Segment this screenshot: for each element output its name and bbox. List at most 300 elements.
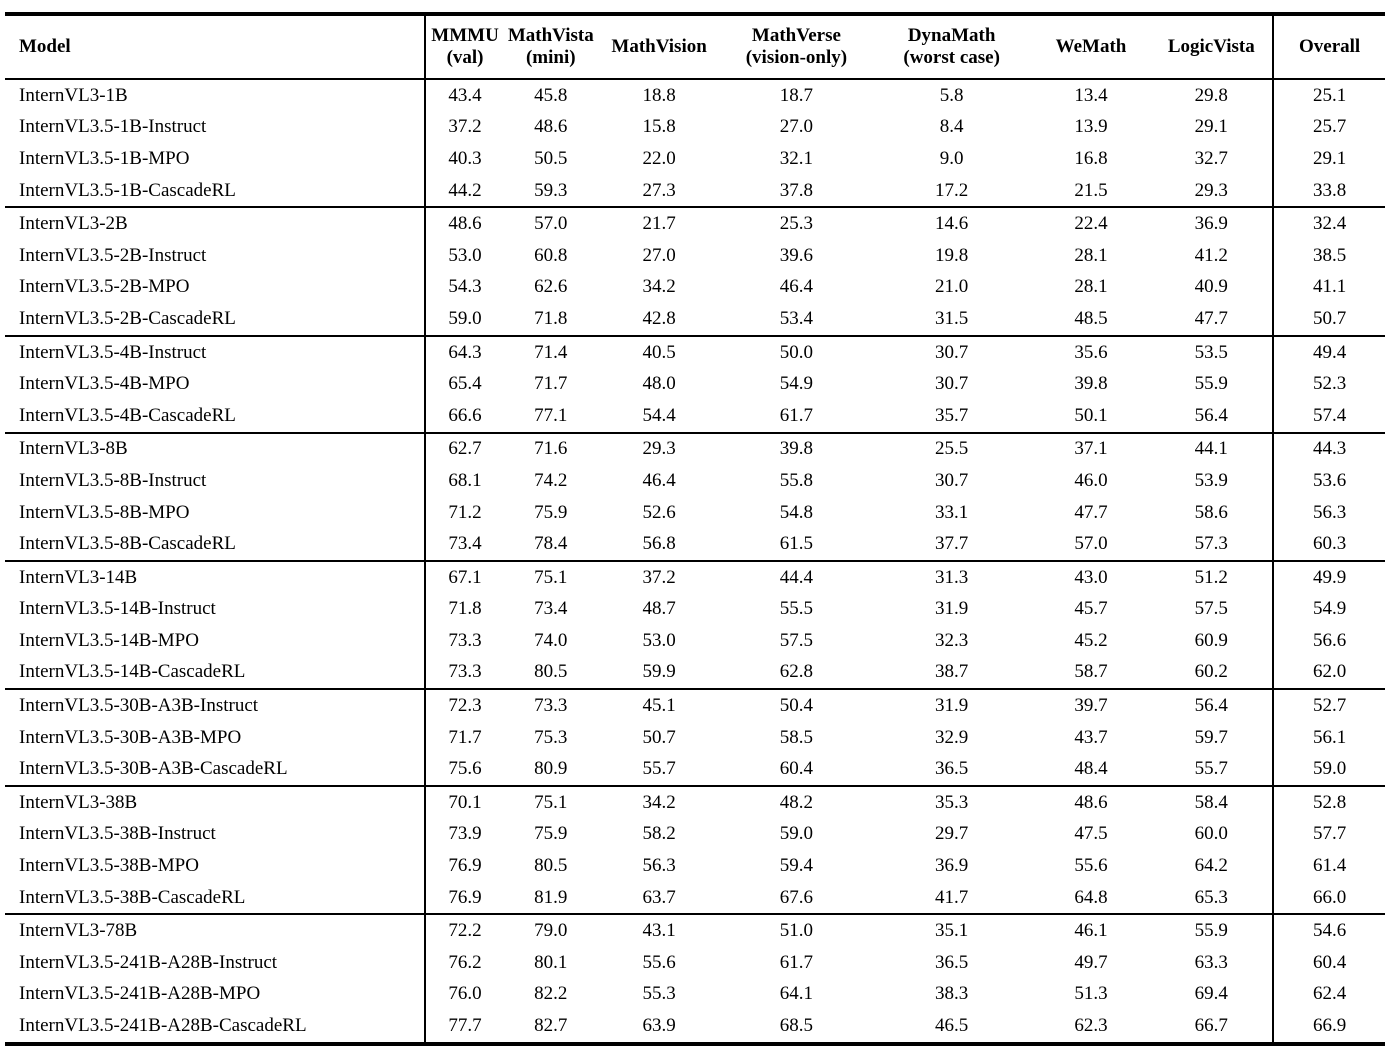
table-row — [5, 625, 1385, 657]
score-cell: 62.7 — [448, 438, 482, 460]
score-cell: 48.2 — [779, 791, 814, 813]
score-cell: 44.2 — [448, 179, 482, 201]
score-cell: 60.8 — [534, 244, 568, 266]
score-cell: 28.1 — [1074, 244, 1108, 266]
score-cell: 73.4 — [448, 533, 482, 555]
model-name-cell: InternVL3.5-241B-A28B-CascadeRL — [5, 1010, 425, 1044]
model-group — [5, 433, 1385, 561]
score-cell: 52.8 — [1273, 786, 1385, 819]
score-cell: 75.1 — [534, 791, 568, 813]
score-cell: 16.8 — [1074, 147, 1108, 169]
score-cell: 73.3 — [534, 695, 568, 717]
table-row — [5, 882, 1385, 915]
score-cell: 41.1 — [1273, 272, 1385, 304]
score-cell: 45.7 — [1074, 598, 1108, 620]
score-cell: 29.3 — [642, 438, 676, 460]
score-cell: 40.5 — [642, 341, 676, 363]
table-row — [5, 433, 1385, 466]
score-cell: 48.0 — [642, 373, 676, 395]
score-cell: 51.0 — [779, 920, 814, 942]
model-name-cell: InternVL3.5-8B-Instruct — [5, 465, 425, 497]
table-row — [5, 786, 1385, 819]
score-cell: 55.6 — [642, 951, 676, 973]
score-cell: 55.3 — [642, 983, 676, 1005]
score-cell: 50.7 — [1273, 303, 1385, 336]
score-cell: 57.4 — [1273, 400, 1385, 433]
score-cell: 53.6 — [1273, 465, 1385, 497]
score-cell: 51.2 — [1194, 566, 1228, 588]
score-cell: 56.1 — [1273, 722, 1385, 754]
score-cell: 60.2 — [1194, 661, 1228, 683]
score-cell: 32.7 — [1194, 147, 1228, 169]
score-cell: 64.3 — [448, 341, 482, 363]
score-cell: 71.2 — [448, 501, 482, 523]
score-cell: 80.5 — [534, 855, 568, 877]
score-cell: 35.3 — [935, 791, 969, 813]
score-cell: 18.7 — [779, 84, 814, 106]
score-cell: 77.1 — [534, 404, 568, 426]
score-cell: 59.0 — [779, 823, 814, 845]
score-cell: 46.1 — [1074, 920, 1108, 942]
column-header-mathvision — [597, 14, 721, 79]
score-cell: 50.7 — [642, 726, 676, 748]
score-cell: 75.3 — [534, 726, 568, 748]
score-cell: 54.3 — [448, 276, 482, 298]
column-header-label: MathVista — [507, 24, 594, 46]
score-cell: 39.7 — [1074, 695, 1108, 717]
score-cell: 62.0 — [1273, 657, 1385, 690]
score-cell: 56.4 — [1194, 404, 1228, 426]
model-group — [5, 336, 1385, 433]
score-cell: 55.9 — [1194, 920, 1228, 942]
score-cell: 62.8 — [779, 661, 814, 683]
table-row — [5, 850, 1385, 882]
score-cell: 5.8 — [939, 84, 964, 106]
score-cell: 37.1 — [1074, 438, 1108, 460]
table-row — [5, 947, 1385, 979]
column-header-label: WeMath — [1055, 35, 1127, 57]
score-cell: 52.6 — [642, 501, 676, 523]
column-header-label: MMMU — [431, 24, 499, 46]
score-cell: 74.2 — [534, 469, 568, 491]
table-row — [5, 689, 1385, 722]
column-header-sublabel: (mini) — [525, 47, 576, 68]
model-name-cell: InternVL3.5-2B-Instruct — [5, 240, 425, 272]
table-row — [5, 819, 1385, 851]
score-cell: 46.4 — [779, 276, 814, 298]
score-cell: 29.8 — [1194, 84, 1228, 106]
score-cell: 57.5 — [779, 629, 814, 651]
score-cell: 80.1 — [534, 951, 568, 973]
score-cell: 65.4 — [448, 373, 482, 395]
score-cell: 55.8 — [779, 469, 814, 491]
score-cell: 48.6 — [448, 213, 482, 235]
score-cell: 58.6 — [1194, 501, 1228, 523]
score-cell: 55.9 — [1194, 373, 1228, 395]
score-cell: 30.7 — [935, 341, 969, 363]
score-cell: 25.3 — [779, 213, 814, 235]
score-cell: 32.9 — [935, 726, 969, 748]
column-header-sublabel: (worst case) — [903, 47, 1000, 68]
model-name-cell: InternVL3.5-2B-CascadeRL — [5, 303, 425, 336]
score-cell: 59.0 — [1273, 753, 1385, 786]
score-cell: 35.1 — [935, 920, 969, 942]
score-cell: 25.7 — [1273, 112, 1385, 144]
score-cell: 73.9 — [448, 823, 482, 845]
score-cell: 76.9 — [448, 855, 482, 877]
score-cell: 77.7 — [448, 1015, 482, 1037]
score-cell: 34.2 — [642, 791, 676, 813]
score-cell: 62.6 — [534, 276, 568, 298]
score-cell: 82.7 — [534, 1015, 568, 1037]
score-cell: 60.0 — [1194, 823, 1228, 845]
model-name-cell: InternVL3.5-1B-Instruct — [5, 112, 425, 144]
score-cell: 72.2 — [448, 920, 482, 942]
score-cell: 61.7 — [779, 951, 814, 973]
table-row — [5, 240, 1385, 272]
score-cell: 76.2 — [448, 951, 482, 973]
score-cell: 25.5 — [935, 438, 969, 460]
score-cell: 75.9 — [534, 823, 568, 845]
score-cell: 35.7 — [935, 404, 969, 426]
table-row — [5, 303, 1385, 336]
score-cell: 25.1 — [1273, 79, 1385, 112]
table-row — [5, 979, 1385, 1011]
table-row — [5, 753, 1385, 786]
score-cell: 33.1 — [935, 501, 969, 523]
score-cell: 46.4 — [642, 469, 676, 491]
score-cell: 60.3 — [1273, 528, 1385, 561]
score-cell: 33.8 — [1273, 175, 1385, 208]
table-row — [5, 528, 1385, 561]
score-cell: 43.7 — [1074, 726, 1108, 748]
score-cell: 22.0 — [642, 147, 676, 169]
score-cell: 50.4 — [779, 695, 814, 717]
table-row — [5, 914, 1385, 947]
column-header-dynamath — [872, 14, 1032, 79]
score-cell: 44.1 — [1194, 438, 1228, 460]
score-cell: 61.7 — [779, 404, 814, 426]
model-name-cell: InternVL3.5-8B-CascadeRL — [5, 528, 425, 561]
score-cell: 58.7 — [1074, 661, 1108, 683]
score-cell: 71.7 — [534, 373, 568, 395]
score-cell: 48.4 — [1074, 758, 1108, 780]
column-header-label: DynaMath — [907, 24, 996, 46]
score-cell: 81.9 — [534, 886, 568, 908]
column-header-mmmu — [425, 14, 505, 79]
score-cell: 39.8 — [779, 438, 814, 460]
score-cell: 32.3 — [935, 629, 969, 651]
model-name-cell: InternVL3-78B — [5, 914, 425, 947]
score-cell: 56.3 — [1273, 497, 1385, 529]
score-cell: 44.4 — [779, 566, 814, 588]
score-cell: 57.3 — [1194, 533, 1228, 555]
column-header-overall — [1273, 14, 1385, 79]
score-cell: 59.9 — [642, 661, 676, 683]
score-cell: 54.4 — [642, 404, 676, 426]
score-cell: 51.3 — [1074, 983, 1108, 1005]
score-cell: 31.9 — [935, 598, 969, 620]
score-cell: 58.2 — [642, 823, 676, 845]
score-cell: 68.5 — [779, 1015, 814, 1037]
table-row — [5, 79, 1385, 112]
score-cell: 37.2 — [642, 566, 676, 588]
score-cell: 22.4 — [1074, 213, 1108, 235]
model-name-cell: InternVL3.5-4B-MPO — [5, 368, 425, 400]
model-name-cell: InternVL3.5-30B-A3B-Instruct — [5, 689, 425, 722]
score-cell: 17.2 — [935, 179, 969, 201]
model-name-cell: InternVL3.5-30B-A3B-MPO — [5, 722, 425, 754]
table-row — [5, 594, 1385, 626]
score-cell: 29.1 — [1194, 116, 1228, 138]
score-cell: 9.0 — [939, 147, 964, 169]
score-cell: 57.5 — [1194, 598, 1228, 620]
model-name-cell: InternVL3.5-4B-Instruct — [5, 336, 425, 369]
score-cell: 40.9 — [1194, 276, 1228, 298]
score-cell: 45.1 — [642, 695, 676, 717]
score-cell: 68.1 — [448, 469, 482, 491]
model-name-cell: InternVL3.5-1B-CascadeRL — [5, 175, 425, 208]
column-header-label: Model — [19, 35, 71, 57]
column-header-mathverse — [721, 14, 871, 79]
score-cell: 52.7 — [1273, 689, 1385, 722]
score-cell: 36.9 — [1194, 213, 1228, 235]
score-cell: 21.0 — [935, 276, 969, 298]
score-cell: 71.7 — [448, 726, 482, 748]
score-cell: 21.5 — [1074, 179, 1108, 201]
score-cell: 65.3 — [1194, 886, 1228, 908]
score-cell: 80.9 — [534, 758, 568, 780]
header-row — [5, 14, 1385, 79]
score-cell: 71.8 — [534, 307, 568, 329]
score-cell: 54.8 — [779, 501, 814, 523]
table-row — [5, 400, 1385, 433]
table-row — [5, 272, 1385, 304]
score-cell: 37.2 — [448, 116, 482, 138]
score-cell: 69.4 — [1194, 983, 1228, 1005]
score-cell: 46.0 — [1074, 469, 1108, 491]
score-cell: 38.5 — [1273, 240, 1385, 272]
score-cell: 32.1 — [779, 147, 814, 169]
score-cell: 35.6 — [1074, 341, 1108, 363]
column-header-label: MathVision — [611, 35, 707, 57]
score-cell: 59.3 — [534, 179, 568, 201]
score-cell: 54.6 — [1273, 914, 1385, 947]
score-cell: 60.4 — [779, 758, 814, 780]
score-cell: 76.9 — [448, 886, 482, 908]
score-cell: 47.7 — [1074, 501, 1108, 523]
score-cell: 40.3 — [448, 147, 482, 169]
score-cell: 66.6 — [448, 404, 482, 426]
model-group — [5, 786, 1385, 914]
score-cell: 31.9 — [935, 695, 969, 717]
column-header-label: Overall — [1298, 35, 1361, 57]
score-cell: 75.1 — [534, 566, 568, 588]
table-row — [5, 465, 1385, 497]
score-cell: 48.5 — [1074, 307, 1108, 329]
score-cell: 34.2 — [642, 276, 676, 298]
table-row — [5, 561, 1385, 594]
column-header-model — [5, 14, 425, 79]
score-cell: 43.0 — [1074, 566, 1108, 588]
model-name-cell: InternVL3-2B — [5, 207, 425, 240]
score-cell: 60.4 — [1273, 947, 1385, 979]
score-cell: 64.2 — [1194, 855, 1228, 877]
score-cell: 48.6 — [534, 116, 568, 138]
score-cell: 49.9 — [1273, 561, 1385, 594]
score-cell: 37.7 — [935, 533, 969, 555]
score-cell: 61.5 — [779, 533, 814, 555]
column-header-logicvista — [1150, 14, 1273, 79]
score-cell: 18.8 — [642, 84, 676, 106]
table-row — [5, 722, 1385, 754]
score-cell: 57.0 — [1074, 533, 1108, 555]
score-cell: 55.5 — [779, 598, 814, 620]
score-cell: 74.0 — [534, 629, 568, 651]
score-cell: 59.4 — [779, 855, 814, 877]
score-cell: 50.5 — [534, 147, 568, 169]
score-cell: 73.3 — [448, 661, 482, 683]
model-name-cell: InternVL3.5-38B-MPO — [5, 850, 425, 882]
score-cell: 48.7 — [642, 598, 676, 620]
score-cell: 71.4 — [534, 341, 568, 363]
score-cell: 62.3 — [1074, 1015, 1108, 1037]
score-cell: 54.9 — [779, 373, 814, 395]
score-cell: 80.5 — [534, 661, 568, 683]
score-cell: 50.1 — [1074, 404, 1108, 426]
score-cell: 53.5 — [1194, 341, 1228, 363]
score-cell: 71.8 — [448, 598, 482, 620]
score-cell: 57.0 — [534, 213, 568, 235]
model-name-cell: InternVL3.5-2B-MPO — [5, 272, 425, 304]
score-cell: 29.1 — [1273, 143, 1385, 175]
score-cell: 57.7 — [1273, 819, 1385, 851]
model-name-cell: InternVL3-8B — [5, 433, 425, 466]
model-group — [5, 207, 1385, 335]
score-cell: 82.2 — [534, 983, 568, 1005]
score-cell: 19.8 — [935, 244, 969, 266]
score-cell: 31.5 — [935, 307, 969, 329]
score-cell: 60.9 — [1194, 629, 1228, 651]
score-cell: 66.7 — [1194, 1015, 1228, 1037]
model-name-cell: InternVL3.5-241B-A28B-MPO — [5, 979, 425, 1011]
score-cell: 28.1 — [1074, 276, 1108, 298]
score-cell: 37.8 — [779, 179, 814, 201]
score-cell: 36.5 — [935, 951, 969, 973]
score-cell: 53.4 — [779, 307, 814, 329]
score-cell: 72.3 — [448, 695, 482, 717]
score-cell: 27.0 — [779, 116, 814, 138]
score-cell: 59.7 — [1194, 726, 1228, 748]
score-cell: 49.4 — [1273, 336, 1385, 369]
score-cell: 53.0 — [642, 629, 676, 651]
table-row — [5, 143, 1385, 175]
score-cell: 38.7 — [935, 661, 969, 683]
score-cell: 32.4 — [1273, 207, 1385, 240]
table-row — [5, 112, 1385, 144]
score-cell: 54.9 — [1273, 594, 1385, 626]
model-group — [5, 561, 1385, 689]
score-cell: 59.0 — [448, 307, 482, 329]
score-cell: 21.7 — [642, 213, 676, 235]
score-cell: 13.9 — [1074, 116, 1108, 138]
score-cell: 55.7 — [642, 758, 676, 780]
score-cell: 29.3 — [1194, 179, 1228, 201]
model-name-cell: InternVL3.5-14B-MPO — [5, 625, 425, 657]
model-name-cell: InternVL3.5-241B-A28B-Instruct — [5, 947, 425, 979]
score-cell: 29.7 — [935, 823, 969, 845]
column-header-sublabel: (val) — [446, 47, 484, 68]
score-cell: 79.0 — [534, 920, 568, 942]
score-cell: 70.1 — [448, 791, 482, 813]
column-header-label: LogicVista — [1167, 35, 1255, 57]
column-header-label: MathVerse — [751, 24, 841, 46]
score-cell: 62.4 — [1273, 979, 1385, 1011]
model-name-cell: InternVL3.5-14B-CascadeRL — [5, 657, 425, 690]
score-cell: 66.0 — [1273, 882, 1385, 915]
score-cell: 43.1 — [642, 920, 676, 942]
score-cell: 47.5 — [1074, 823, 1108, 845]
table-row — [5, 207, 1385, 240]
score-cell: 30.7 — [935, 469, 969, 491]
score-cell: 45.2 — [1074, 629, 1108, 651]
model-name-cell: InternVL3.5-30B-A3B-CascadeRL — [5, 753, 425, 786]
score-cell: 49.7 — [1074, 951, 1108, 973]
table-row — [5, 368, 1385, 400]
score-cell: 73.4 — [534, 598, 568, 620]
score-cell: 63.7 — [642, 886, 676, 908]
score-cell: 46.5 — [935, 1015, 969, 1037]
table-row — [5, 497, 1385, 529]
score-cell: 73.3 — [448, 629, 482, 651]
score-cell: 58.4 — [1194, 791, 1228, 813]
score-cell: 78.4 — [534, 533, 568, 555]
score-cell: 56.3 — [642, 855, 676, 877]
table-row — [5, 336, 1385, 369]
score-cell: 27.3 — [642, 179, 676, 201]
score-cell: 39.6 — [779, 244, 814, 266]
score-cell: 13.4 — [1074, 84, 1108, 106]
score-cell: 31.3 — [935, 566, 969, 588]
model-group — [5, 914, 1385, 1043]
score-cell: 63.3 — [1194, 951, 1228, 973]
score-cell: 48.6 — [1074, 791, 1108, 813]
score-cell: 61.4 — [1273, 850, 1385, 882]
score-cell: 64.1 — [779, 983, 814, 1005]
score-cell: 56.4 — [1194, 695, 1228, 717]
model-name-cell: InternVL3.5-8B-MPO — [5, 497, 425, 529]
score-cell: 56.8 — [642, 533, 676, 555]
score-cell: 42.8 — [642, 307, 676, 329]
score-cell: 66.9 — [1273, 1010, 1385, 1044]
score-cell: 36.9 — [935, 855, 969, 877]
score-cell: 50.0 — [779, 341, 814, 363]
table-row — [5, 175, 1385, 208]
table-row — [5, 657, 1385, 690]
score-cell: 38.3 — [935, 983, 969, 1005]
score-cell: 55.6 — [1074, 855, 1108, 877]
score-cell: 45.8 — [534, 84, 568, 106]
score-cell: 75.6 — [448, 758, 482, 780]
score-cell: 76.0 — [448, 983, 482, 1005]
score-cell: 64.8 — [1074, 886, 1108, 908]
model-group — [5, 689, 1385, 786]
score-cell: 41.7 — [935, 886, 969, 908]
score-cell: 39.8 — [1074, 373, 1108, 395]
score-cell: 63.9 — [642, 1015, 676, 1037]
model-name-cell: InternVL3.5-1B-MPO — [5, 143, 425, 175]
score-cell: 14.6 — [935, 213, 969, 235]
